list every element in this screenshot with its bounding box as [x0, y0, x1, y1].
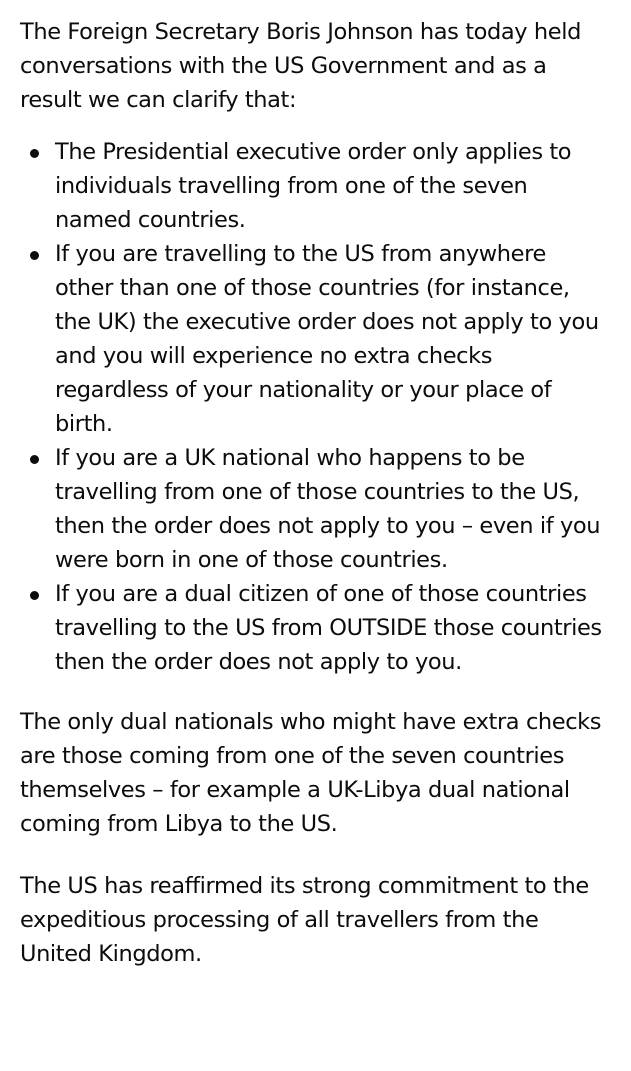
bullet-icon: [30, 455, 39, 464]
bullet-icon: [30, 251, 39, 260]
dual-nationals-paragraph: The only dual nationals who might have extra checks are those coming from one of the seven countries themselves – for example a UK-Libya dual national coming from Libya to the US.: [20, 709, 602, 837]
list-item-text: The Presidential executive order only applies to individuals travelling from one of the seven named countries.: [55, 139, 572, 233]
clarification-list: [20, 135, 607, 679]
list-item: [20, 237, 607, 441]
list-item: [20, 135, 607, 237]
commitment-paragraph: The US has reaffirmed its strong commitment to the expeditious processing of all travellers from the United Kingdom.: [20, 873, 589, 967]
list-item-text: If you are a dual citizen of one of those countries travelling to the US from OUTSIDE those countries then the order does not apply to you.: [55, 581, 602, 675]
list-item: [20, 441, 607, 577]
list-item-text: If you are a UK national who happens to be travelling from one of those countries to the US, then the order does not apply to you – even if you were born in one of those countries.: [55, 445, 601, 573]
intro-paragraph: The Foreign Secretary Boris Johnson has today held conversations with the US Government and as a result we can clarify that:: [20, 19, 581, 113]
list-item: [20, 577, 607, 679]
list-item-text: If you are travelling to the US from anywhere other than one of those countries (for instance, the UK) the executive order does not apply to you and you will experience no extra checks regardless of your nationality or your place of birth.: [55, 241, 599, 437]
bullet-icon: [30, 591, 39, 600]
bullet-icon: [30, 149, 39, 158]
